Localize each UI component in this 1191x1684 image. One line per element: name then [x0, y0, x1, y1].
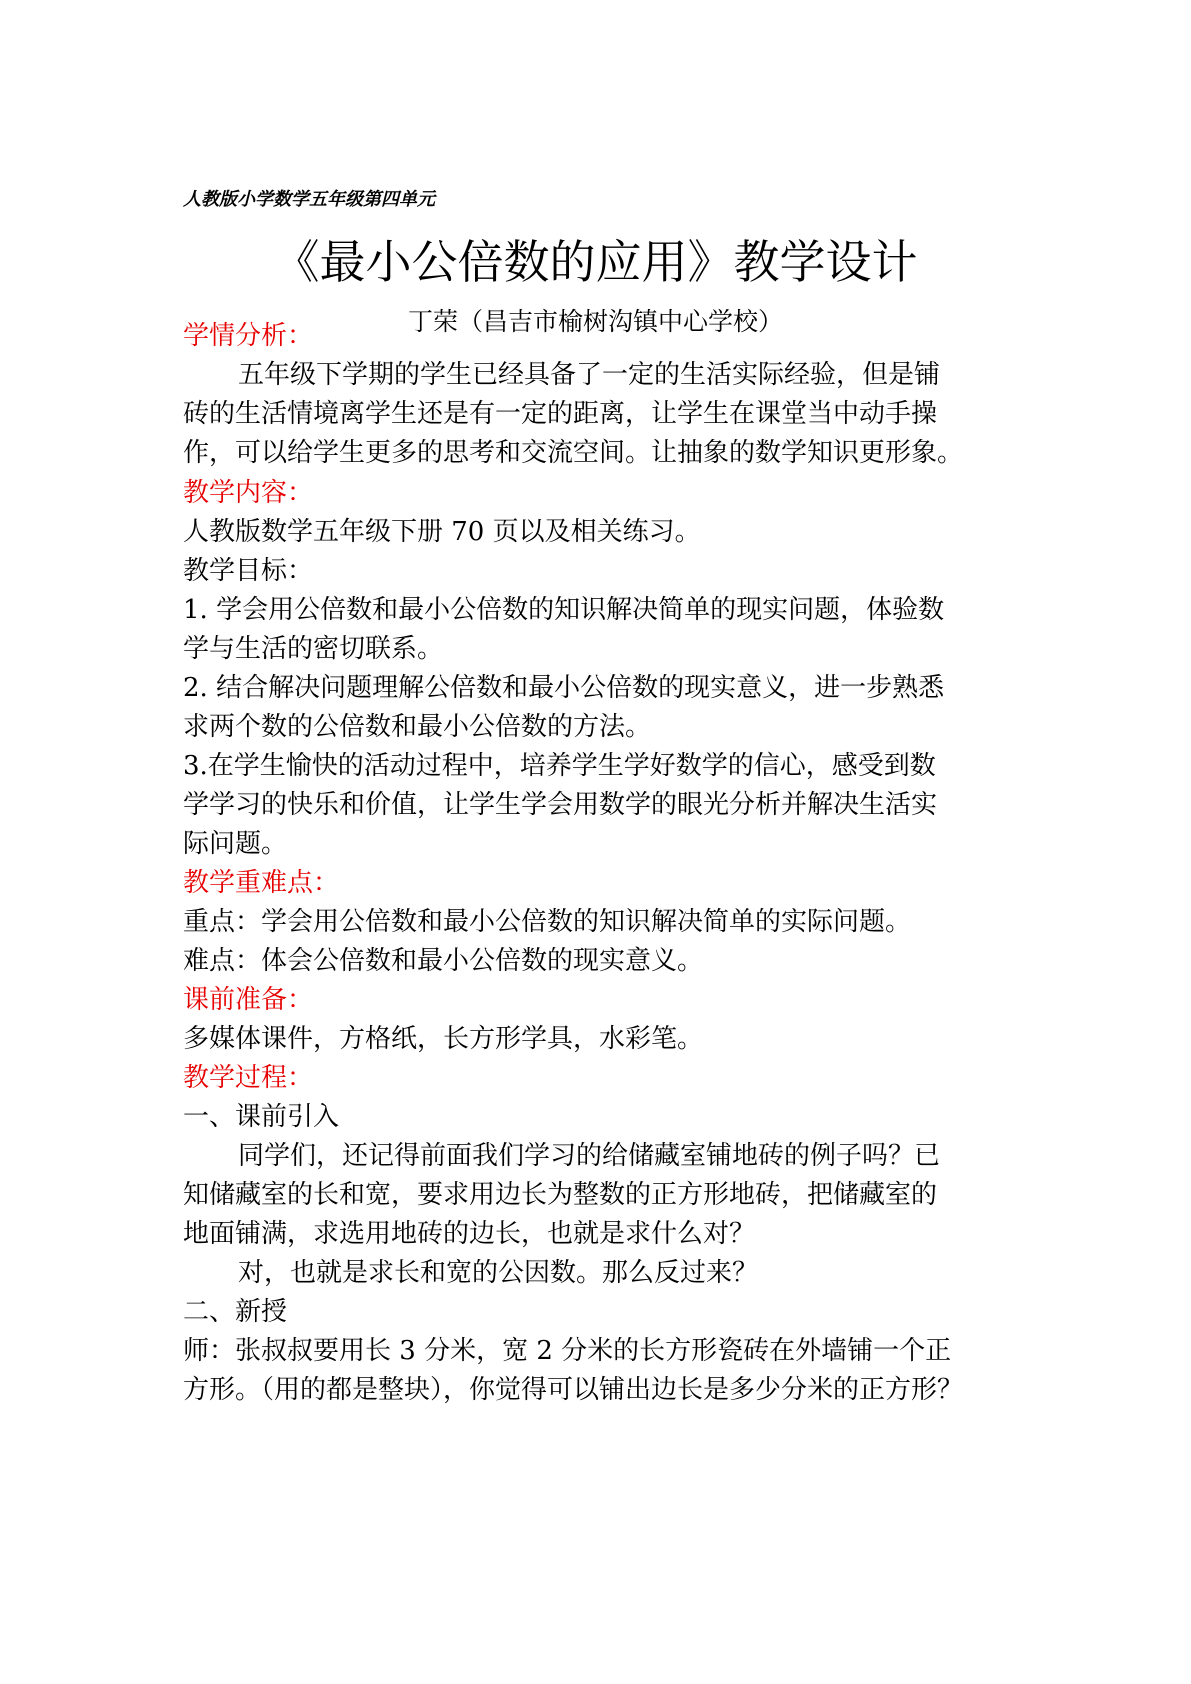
- paragraph-line: 师：张叔叔要用长 3 分米，宽 2 分米的长方形瓷砖在外墙铺一个正: [183, 1336, 952, 1366]
- content-text: 人教版数学五年级下册 70 页以及相关练习。: [183, 517, 701, 547]
- section-intro: 一、课前引入: [183, 1102, 340, 1132]
- heading-key-points: 教学重难点：: [183, 868, 340, 898]
- goal-line: 学学习的快乐和价值，让学生学会用数学的眼光分析并解决生活实: [183, 790, 938, 820]
- heading-preparation: 课前准备：: [183, 985, 314, 1015]
- unit-subtitle: 人教版小学数学五年级第四单元: [183, 189, 435, 210]
- difficult-point: 难点：体会公倍数和最小公倍数的现实意义。: [183, 946, 704, 976]
- document-title: 《最小公倍数的应用》教学设计: [273, 235, 918, 289]
- paragraph-line: 五年级下学期的学生已经具备了一定的生活实际经验，但是铺: [238, 360, 941, 390]
- goal-line: 学与生活的密切联系。: [183, 634, 444, 664]
- author-line: 丁荣（昌吉市榆树沟镇中心学校）: [407, 307, 783, 336]
- goal-line: 2. 结合解决问题理解公倍数和最小公倍数的现实意义，进一步熟悉: [183, 673, 945, 703]
- preparation-text: 多媒体课件，方格纸，长方形学具，水彩笔。: [183, 1024, 704, 1054]
- heading-content: 教学内容：: [183, 478, 314, 508]
- goal-line: 3.在学生愉快的活动过程中，培养学生学好数学的信心，感受到数: [183, 751, 936, 781]
- heading-process: 教学过程：: [183, 1063, 314, 1093]
- key-point: 重点：学会用公倍数和最小公倍数的知识解决简单的实际问题。: [183, 907, 912, 937]
- section-new: 二、新授: [183, 1297, 288, 1327]
- paragraph-line: 作，可以给学生更多的思考和交流空间。让抽象的数学知识更形象。: [183, 438, 964, 468]
- paragraph-line: 知储藏室的长和宽，要求用边长为整数的正方形地砖，把储藏室的: [183, 1180, 938, 1210]
- paragraph-line: 对，也就是求长和宽的公因数。那么反过来？: [238, 1258, 759, 1288]
- heading-analysis: 学情分析：: [183, 321, 314, 351]
- paragraph-line: 同学们，还记得前面我们学习的给储藏室铺地砖的例子吗？已: [238, 1141, 941, 1171]
- paragraph-line: 砖的生活情境离学生还是有一定的距离，让学生在课堂当中动手操: [183, 399, 938, 429]
- paragraph-line: 方形。（用的都是整块），你觉得可以铺出边长是多少分米的正方形？: [183, 1375, 964, 1405]
- goals-label: 教学目标：: [183, 556, 314, 586]
- goal-line: 际问题。: [183, 829, 288, 859]
- paragraph-line: 地面铺满，求选用地砖的边长，也就是求什么对？: [183, 1219, 756, 1249]
- goal-line: 1. 学会用公倍数和最小公倍数的知识解决简单的现实问题，体验数: [183, 595, 945, 625]
- goal-line: 求两个数的公倍数和最小公倍数的方法。: [183, 712, 652, 742]
